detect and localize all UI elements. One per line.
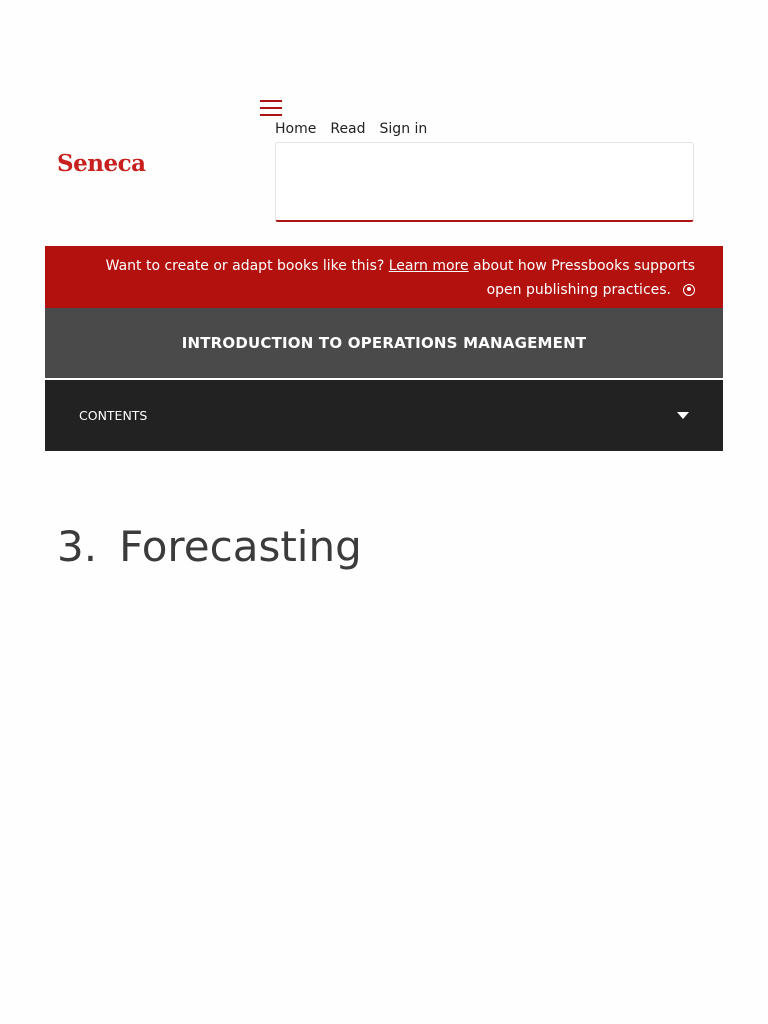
chapter-title <box>57 522 362 571</box>
promo-banner <box>45 246 723 308</box>
nav-home-link[interactable]: Home <box>275 121 317 137</box>
top-nav <box>275 121 427 137</box>
learn-more-link[interactable]: Learn more <box>388 258 469 274</box>
contents-label: CONTENTS <box>79 408 148 423</box>
nav-sign-in-link[interactable]: Sign in <box>379 121 428 137</box>
hamburger-icon[interactable] <box>260 100 282 116</box>
logo[interactable]: Seneca <box>57 150 146 177</box>
contents-toggle[interactable] <box>45 380 723 451</box>
search-input[interactable] <box>275 142 694 222</box>
circle-close-icon[interactable] <box>683 284 695 296</box>
book-title[interactable] <box>45 308 723 378</box>
promo-text-before: Want to create or adapt books like this? <box>105 258 389 274</box>
nav-read-link[interactable]: Read <box>330 121 366 137</box>
promo-text-after: about how Pressbooks supports open publishing practices. <box>468 258 695 298</box>
chapter-title-text: Forecasting <box>119 522 362 571</box>
caret-down-icon <box>677 412 689 419</box>
book-title-text: INTRODUCTION TO OPERATIONS MANAGEMENT <box>181 334 587 352</box>
chapter-number: 3. <box>57 522 98 571</box>
